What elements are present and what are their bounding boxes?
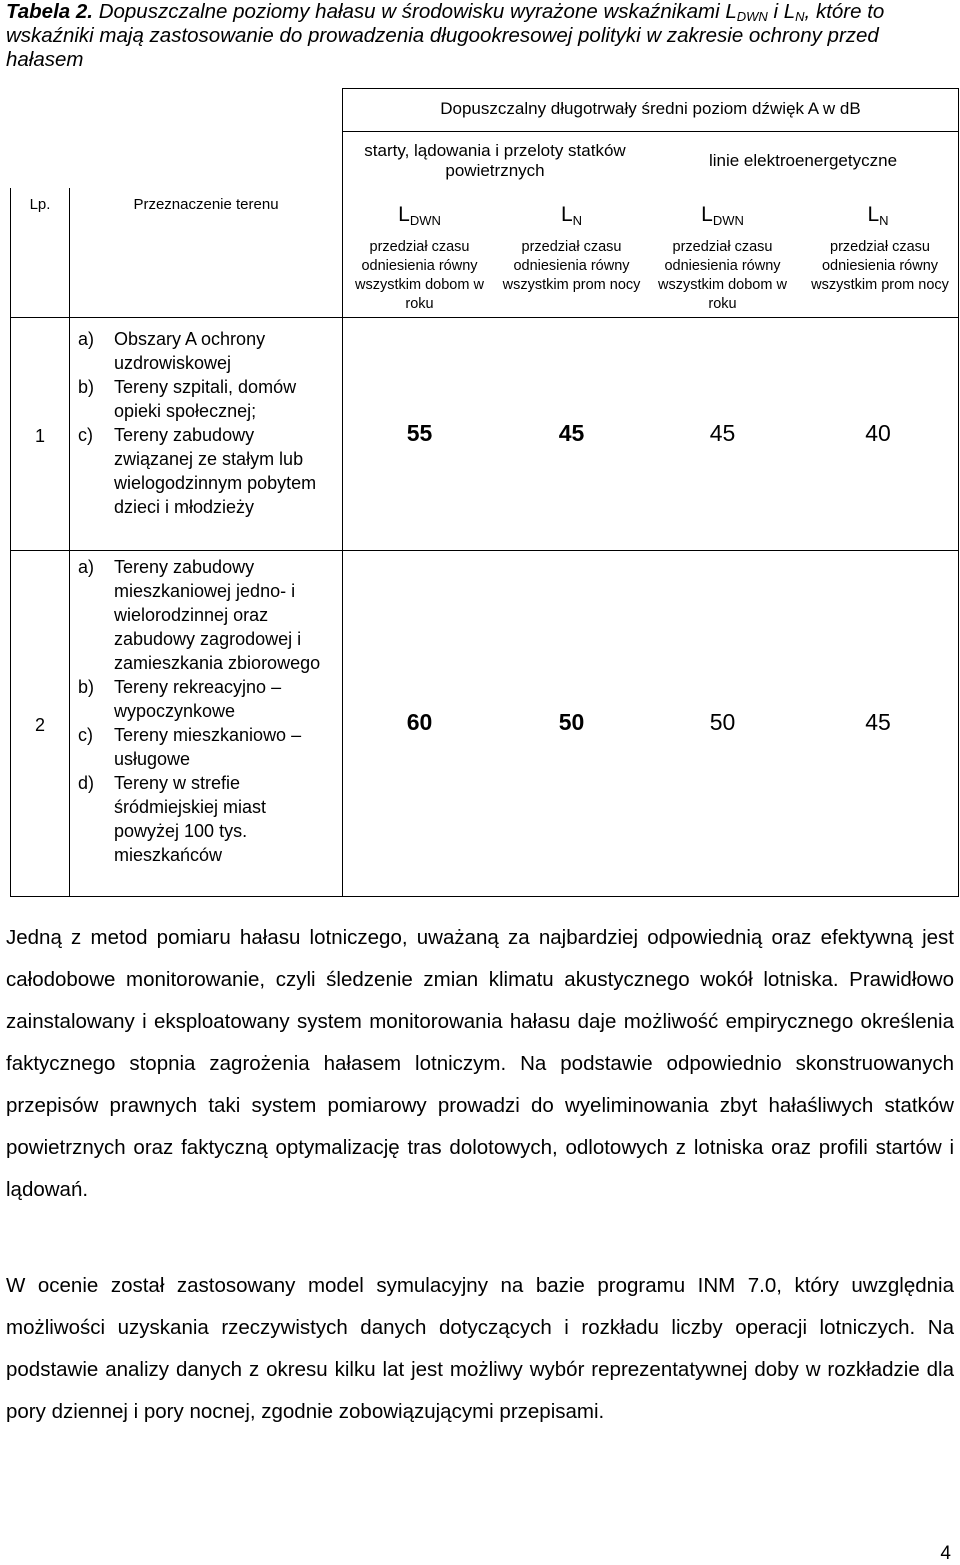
value-cell: 40 — [865, 420, 891, 446]
header-power-lines: linie elektroenergetyczne — [708, 151, 898, 170]
row-lp: 1 — [34, 426, 45, 446]
index-ln: $L_N$ — [867, 203, 889, 228]
list-item: b) Tereny szpitali, domów opieki społecznej; — [78, 377, 297, 421]
period-description: przedział czasu odniesienia równy wszystkim prom nocy — [502, 239, 641, 293]
caption-sub-n: N — [795, 9, 805, 24]
list-item: a) Tereny zabudowy mieszkaniowej jedno- i wielorodzinnej oraz zabudowy zagrodowej i zamieszkania zbiorowego — [78, 557, 321, 673]
value-cell: 50 — [558, 709, 585, 735]
value-cell: 60 — [406, 709, 433, 735]
page-number: 4 — [940, 1543, 951, 1564]
land-purpose-list — [78, 555, 336, 867]
value-cell: 50 — [709, 709, 736, 735]
table-line — [69, 188, 70, 897]
value-cell: 45 — [865, 709, 891, 735]
value-cell: 45 — [709, 420, 736, 446]
period-description: przedział czasu odniesienia równy wszystkim dobom w roku — [658, 239, 787, 312]
period-description: przedział czasu odniesienia równy wszystkim dobom w roku — [355, 239, 484, 312]
table-line — [10, 317, 959, 318]
header-land-purpose: Przeznaczenie terenu — [133, 196, 279, 213]
list-item: a) Obszary A ochrony uzdrowiskowej — [78, 329, 266, 373]
table-line — [958, 88, 959, 897]
table-number: Tabela 2. — [6, 0, 93, 23]
header-lp: Lp. — [29, 196, 51, 213]
land-purpose-list — [78, 327, 336, 519]
value-cell: 55 — [406, 420, 433, 446]
list-item: b) Tereny rekreacyjno – wypoczynkowe — [78, 677, 282, 721]
table-line — [342, 88, 959, 89]
table-line — [342, 131, 959, 132]
table-line — [10, 188, 11, 897]
list-item: c) Tereny zabudowy związanej ze stałym lub wielogodzinnym pobytem dzieci i młodzieży — [78, 425, 317, 517]
caption-sub-dwn: DWN — [736, 9, 768, 24]
index-ldwn: $L_{DWN}$ — [701, 203, 744, 228]
caption-text-3: , które to wskaźniki mają zastosowanie do prowadzenia długookresowej polityki w zakresie ochrony przed hałasem — [6, 0, 885, 71]
header-permissible-level: Dopuszczalny długotrwały średni poziom dźwięk A w dB — [440, 99, 861, 118]
caption-text-1: Dopuszczalne poziomy hałasu w środowisku wyrażone wskaźnikami L — [98, 0, 737, 23]
header-aircraft: starty, lądowania i przeloty statków powietrznych — [364, 141, 626, 180]
period-description: przedział czasu odniesienia równy wszystkim prom nocy — [811, 239, 949, 293]
value-cell: 45 — [558, 420, 585, 446]
index-ln: $L_N$ — [560, 203, 583, 228]
body-paragraph: W ocenie został zastosowany model symulacyjny na bazie programu INM 7.0, który uwzględnia możliwości uzyskania rzeczywistych danych dotyczących i rozkładu liczby operacji lotniczych. Na podstawie analizy danych z okresu kilku lat jest możliwy wybór reprezentatywnej doby w rozkładzie dla pory dziennej i pory nocnej, zgodnie zobowiązującymi przepisami. — [6, 1274, 954, 1423]
row-lp: 2 — [34, 715, 45, 735]
table-line — [10, 550, 959, 551]
index-ldwn: $L_{DWN}$ — [398, 203, 441, 228]
table-caption — [6, 0, 954, 72]
list-item: d) Tereny w strefie śródmiejskiej miast powyżej 100 tys. mieszkańców — [78, 773, 267, 865]
body-paragraph: Jedną z metod pomiaru hałasu lotniczego, uważaną za najbardziej odpowiednią oraz efektywną jest całodobowe monitorowanie, czyli śledzenie zmian klimatu akustycznego wokół lotniska. Prawidłowo zainstalowany i eksploatowany system monitorowania hałasu daje możliwość empirycznego określenia faktycznego stopnia zagrożenia hałasem lotniczym. Na podstawie odpowiednio skonstruowanych przepisów prawnych taki system pomiarowy prowadzi do wyeliminowania zbyt hałaśliwych statków powietrznych oraz faktyczną optymalizację tras dolotowych, odlotowych z lotniska oraz profili startów i lądowań. — [6, 926, 954, 1201]
caption-text-2: i L — [767, 0, 796, 23]
list-item: c) Tereny mieszkaniowo – usługowe — [78, 725, 302, 769]
table-line — [10, 896, 959, 897]
